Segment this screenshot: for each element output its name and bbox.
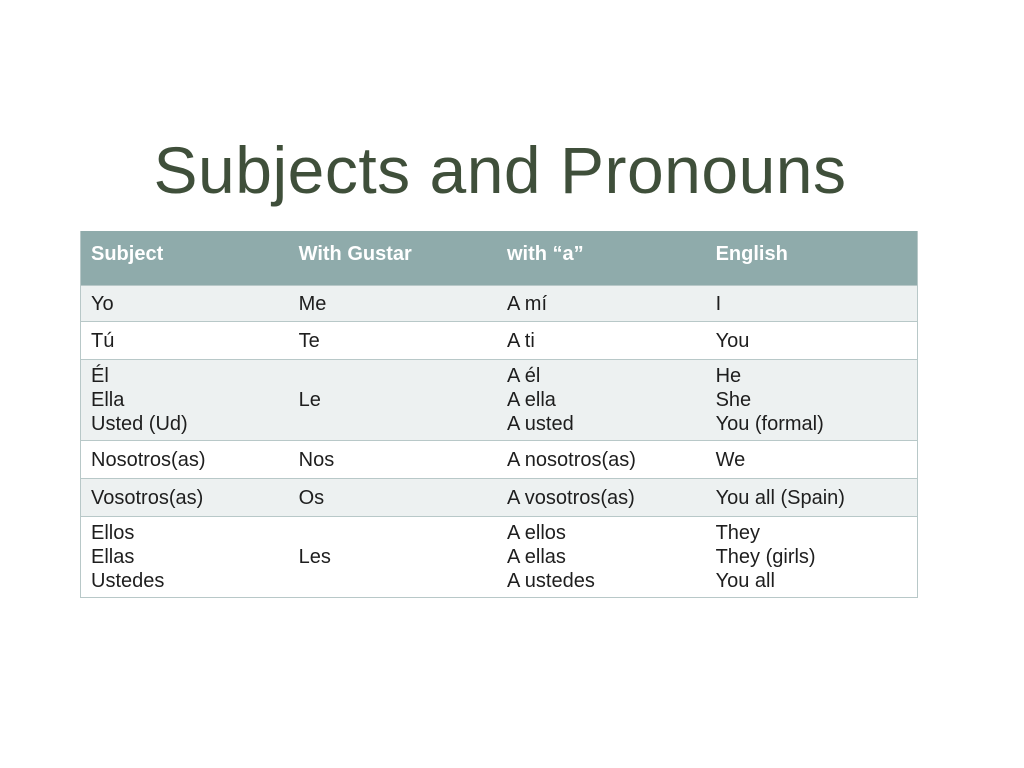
cell-line: You — [715, 329, 750, 352]
cell-line: A ellos — [506, 522, 566, 544]
table-row — [81, 286, 918, 322]
cell-subject — [81, 360, 289, 441]
cell-line: A mí — [506, 292, 547, 315]
cell-line: A ellas — [506, 546, 566, 568]
cell-subject — [81, 479, 289, 517]
cell-gustar: Me — [289, 286, 497, 322]
cell-line: A ti — [506, 329, 535, 352]
cell-gustar: Le — [289, 360, 497, 441]
cell-line: You all (Spain) — [715, 486, 845, 509]
header-with-a: with “a” — [497, 231, 706, 286]
cell-line: A vosotros(as) — [506, 486, 635, 509]
cell-line: Vosotros(as) — [91, 486, 204, 509]
cell-with-a — [497, 322, 706, 360]
cell-line: A él — [506, 365, 541, 387]
cell-line: They — [715, 522, 761, 544]
cell-line: Ellas — [91, 546, 135, 568]
header-subject: Subject — [81, 231, 289, 286]
cell-subject — [81, 286, 289, 322]
table-row — [81, 360, 918, 441]
cell-subject — [81, 517, 289, 598]
cell-line: He — [715, 365, 742, 387]
cell-with-a — [497, 517, 706, 598]
cell-line: I — [715, 292, 722, 315]
cell-gustar: Te — [289, 322, 497, 360]
cell-line: Yo — [91, 292, 114, 315]
cell-english — [706, 360, 918, 441]
header-english: English — [706, 231, 918, 286]
cell-line: Usted (Ud) — [91, 413, 188, 435]
cell-with-a — [497, 286, 706, 322]
table-header-row — [81, 231, 918, 286]
cell-line: A nosotros(as) — [506, 448, 636, 471]
cell-english — [706, 479, 918, 517]
cell-english — [706, 322, 918, 360]
cell-subject — [81, 322, 289, 360]
cell-line: Ustedes — [91, 570, 165, 592]
cell-with-a — [497, 360, 706, 441]
table-row — [81, 322, 918, 360]
cell-line: Él — [91, 365, 109, 387]
cell-line: Ella — [91, 389, 125, 411]
cell-line: A ella — [506, 389, 556, 411]
cell-with-a — [497, 441, 706, 479]
cell-line: A usted — [506, 413, 574, 435]
cell-gustar: Os — [289, 479, 497, 517]
pronoun-table — [80, 231, 918, 598]
cell-english — [706, 441, 918, 479]
table-row — [81, 441, 918, 479]
cell-line: You (formal) — [715, 413, 824, 435]
cell-subject — [81, 441, 289, 479]
cell-gustar: Les — [289, 517, 497, 598]
header-with-gustar: With Gustar — [289, 231, 497, 286]
cell-line: A ustedes — [506, 570, 595, 592]
cell-line: Ellos — [91, 522, 135, 544]
cell-line: She — [715, 389, 752, 411]
table-row — [81, 479, 918, 517]
cell-line: You all — [715, 570, 775, 592]
cell-english — [706, 517, 918, 598]
table-row — [81, 517, 918, 598]
cell-english — [706, 286, 918, 322]
cell-line: Tú — [91, 329, 115, 352]
cell-line: We — [715, 448, 746, 471]
cell-line: They (girls) — [715, 546, 816, 568]
cell-gustar: Nos — [289, 441, 497, 479]
cell-line: Nosotros(as) — [91, 448, 206, 471]
cell-with-a — [497, 479, 706, 517]
slide-title: Subjects and Pronouns — [153, 133, 847, 207]
